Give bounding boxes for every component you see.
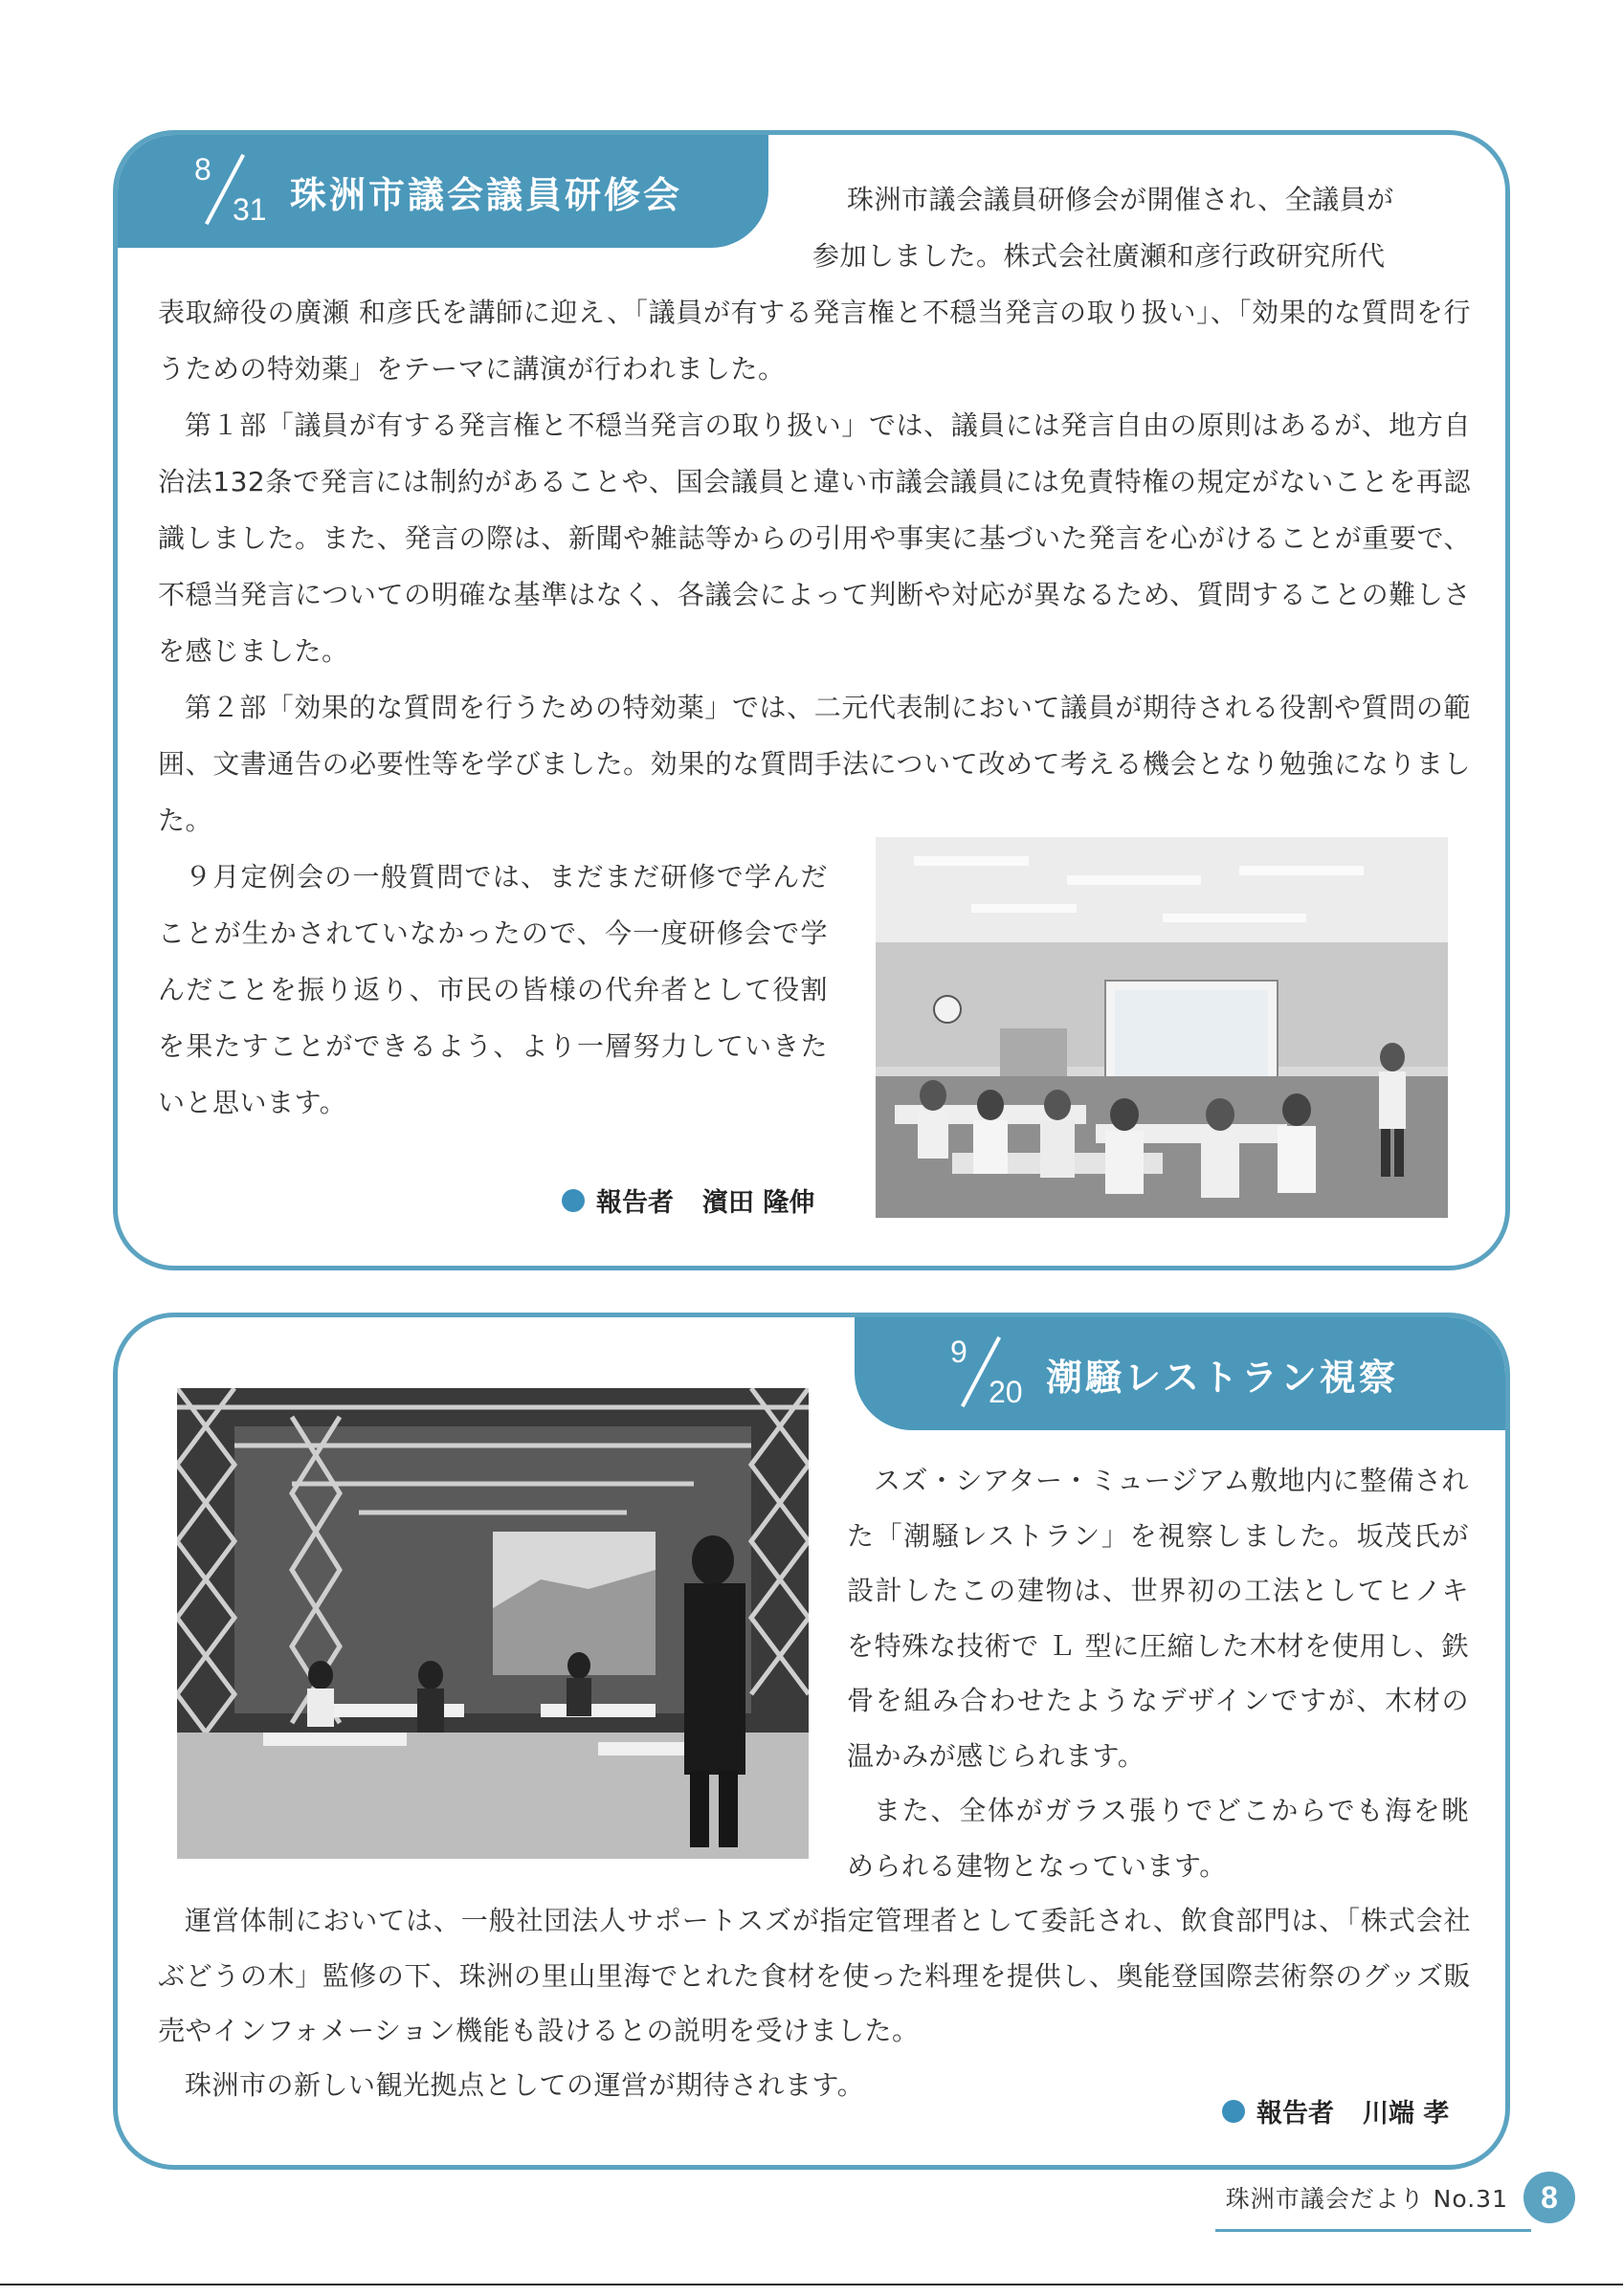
date-day: 31 [233,192,267,227]
article-1-date [175,148,271,234]
footer-rule [1215,2229,1531,2232]
article-1-intro-line-2: 参加しました。株式会社廣瀬和彦行政研究所代 [812,240,1386,272]
article-1-para-4: ９月定例会の一般質問では、まだまだ研修で学んだことが生かされていなかったので、今一度研修会で学んだことを振り返り、市民の皆様の代弁者として役割を果たすことができるよう、より一層努力していきたいと思います。 [158,861,828,1118]
article-1-para-3: 第２部「効果的な質問を行うための特効薬」では、二元代表制において議員が期待される役割や質問の範囲、文書通告の必要性等を学びました。効果的な質問手法について改めて考える機会となり勉強になりました。 [158,692,1471,836]
date-month: 9 [950,1335,967,1369]
reporter-label: 報告者 [596,1188,674,1218]
page-number: 8 [1523,2172,1575,2223]
page-footer [1226,2172,1575,2223]
bullet-dot-icon [1222,2100,1245,2123]
article-1-para-1: 表取締役の廣瀬 和彦氏を講師に迎え、「議員が有する発言権と不穏当発言の取り扱い」、「効果的な質問を行うための特効薬」をテーマに講演が行われました。 [158,297,1471,385]
date-day: 20 [989,1375,1023,1409]
article-2-header-tab [855,1317,1510,1430]
article-2-date [931,1331,1027,1417]
publication-title: 珠洲市議会だより No.31 [1225,2185,1508,2213]
article-2-para-3: 運営体制においては、一般社団法人サポートスズが指定管理者として委託され、飲食部門は、「株式会社ぶどうの木」監修の下、珠洲の里山里海でとれた食材を使った料理を提供し、奥能登国際芸術祭のグッズ販売やインフォメーション機能も設けるとの説明を受けました。 [158,1905,1471,2046]
reporter-label: 報告者 [1256,2099,1334,2129]
reporter-name: 濱田 隆伸 [702,1188,815,1218]
date-month: 8 [194,152,211,187]
article-1-header-tab [118,135,768,248]
article-2-para-1: スズ・シアター・ミュージアム敷地内に整備された「潮騒レストラン」を視察しました。坂茂氏が設計したこの建物は、世界初の工法としてヒノキを特殊な技術で Ｌ 型に圧縮した木材を使用し、鉄骨を組み合わせたようなデザインですが、木材の温かみが感じられます。 [847,1465,1469,1772]
article-1-reporter [562,1181,814,1219]
bullet-dot-icon [562,1189,585,1212]
article-2-para-4: 珠洲市の新しい観光拠点としての運営が期待されます。 [185,2069,865,2101]
seminar-photo [876,837,1448,1218]
article-2-box [113,1313,1510,2170]
article-1-title: 珠洲市議会議員研修会 [290,173,683,216]
reporter-name: 川端 孝 [1363,2099,1450,2129]
article-2-reporter [1222,2092,1449,2130]
article-1-intro-line-1: 珠洲市議会議員研修会が開催され、全議員が [847,184,1394,215]
bottom-divider [0,2284,1623,2285]
article-1-para-2: 第１部「議員が有する発言権と不穏当発言の取り扱い」では、議員には発言自由の原則はあるが、地方自治法132条で発言には制約があることや、国会議員と違い市議会議員には免責特権の規定がないことを再認識しました。また、発言の際は、新聞や雑誌等からの引用や事実に基づいた発言を心がけることが重要で、不穏当発言についての明確な基準はなく、各議会によって判断や対応が異なるため、質問することの難しさを感じました。 [158,409,1471,667]
restaurant-photo [177,1388,809,1859]
article-2-para-2: また、全体がガラス張りでどこからでも海を眺められる建物となっています。 [847,1795,1469,1882]
article-2-title: 潮騒レストラン視察 [1046,1356,1398,1399]
article-1-box [113,130,1510,1270]
